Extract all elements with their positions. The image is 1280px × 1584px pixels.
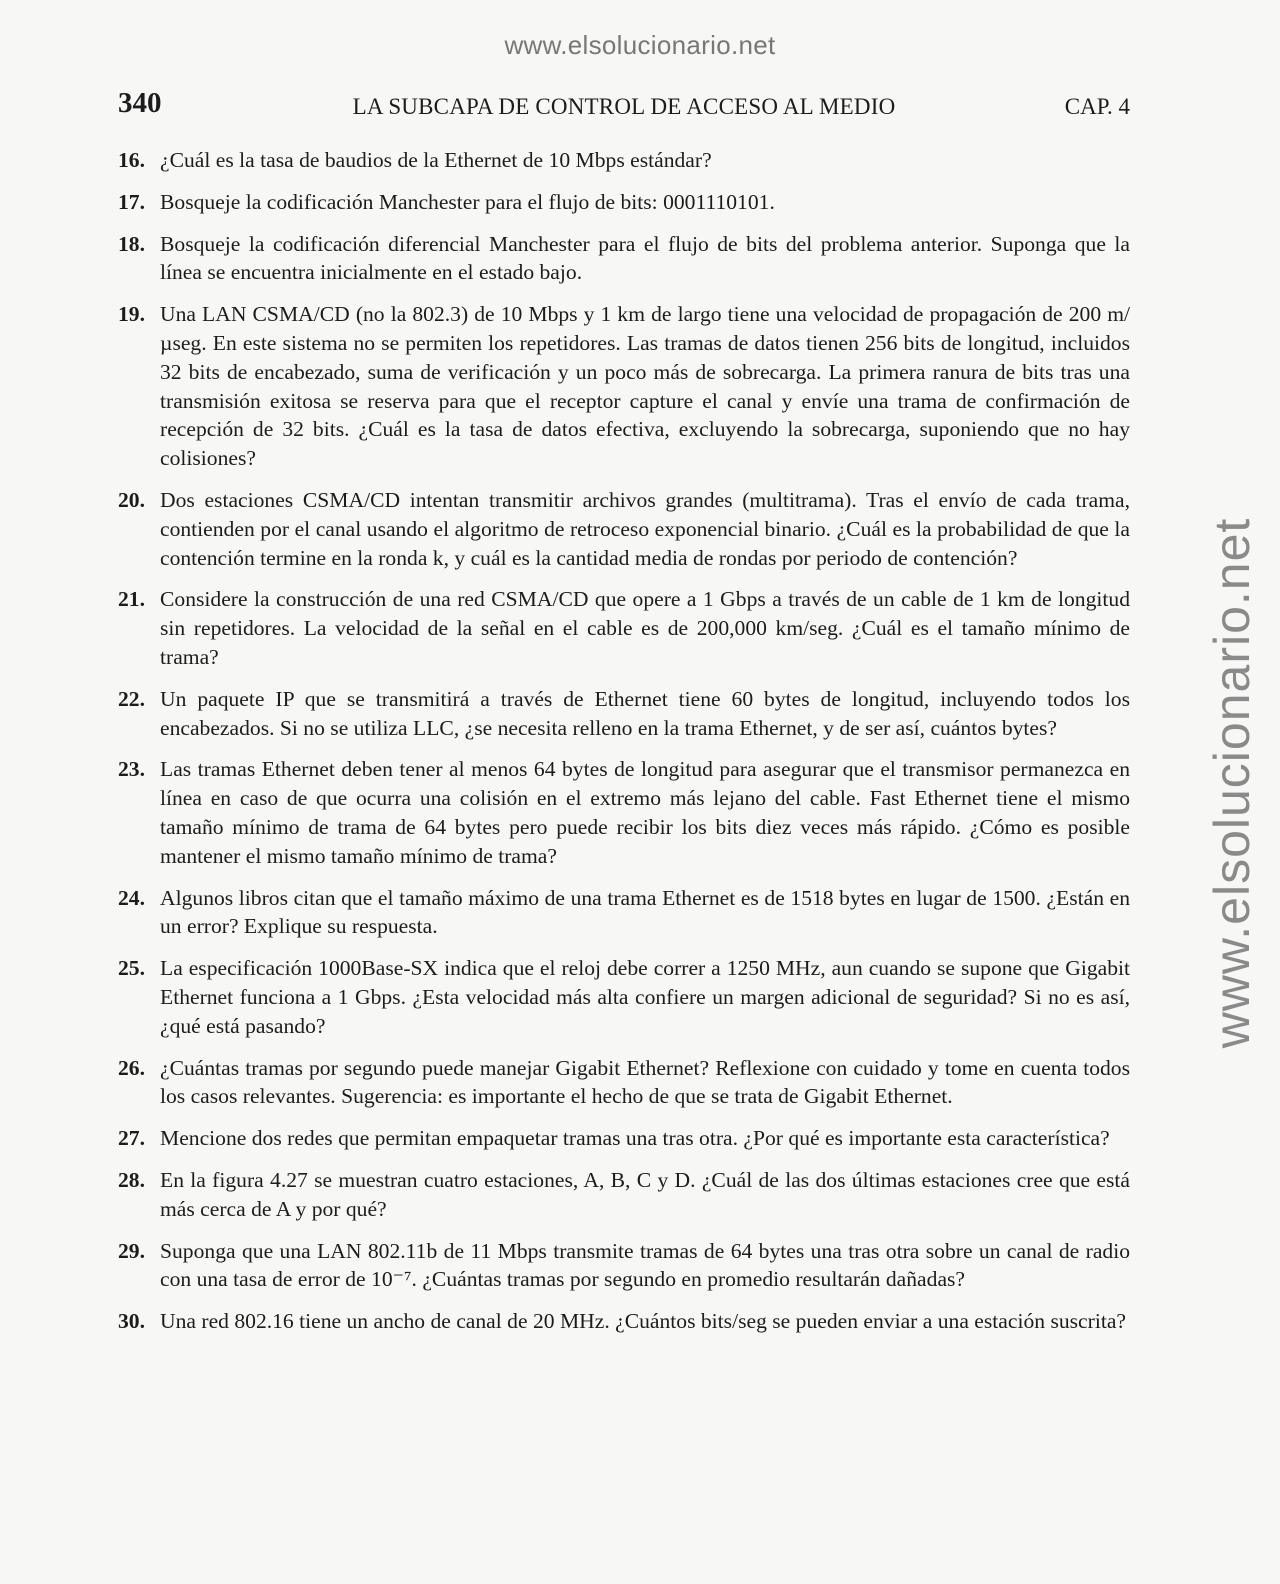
problem-29 bbox=[118, 1237, 1130, 1295]
problem-text: Dos estaciones CSMA/CD intentan transmitir archivos grandes (multitrama). Tras el envío de cada trama, contienden por el canal usando el algoritmo de retroceso exponencial binario. ¿Cuál es la probabilidad de que la contención termine en la ronda k, y cuál es la cantidad media de rondas por periodo de contención? bbox=[160, 487, 1130, 570]
watermark-top: www.elsolucionario.net bbox=[504, 30, 776, 60]
problem-24 bbox=[118, 884, 1130, 942]
problem-20 bbox=[118, 486, 1130, 572]
problem-30 bbox=[118, 1307, 1130, 1336]
problem-text: Bosqueje la codificación diferencial Manchester para el flujo de bits del problema anterior. Suponga que la línea se encuentra inicialmente en el estado bajo. bbox=[160, 231, 1130, 285]
page-header bbox=[118, 87, 1130, 127]
problem-22 bbox=[118, 685, 1130, 743]
problem-18 bbox=[118, 230, 1130, 288]
problem-number: 18. bbox=[118, 231, 145, 256]
problem-text: ¿Cuál es la tasa de baudios de la Ethernet de 10 Mbps estándar? bbox=[160, 148, 712, 172]
problem-number: 30. bbox=[118, 1309, 145, 1334]
chapter-title: LA SUBCAPA DE CONTROL DE ACCESO AL MEDIO bbox=[352, 94, 896, 119]
problem-list bbox=[118, 146, 1130, 1349]
problem-number: 29. bbox=[118, 1238, 145, 1263]
problem-text: Una red 802.16 tiene un ancho de canal de 20 MHz. ¿Cuántos bits/seg se pueden enviar a una estación suscrita? bbox=[160, 1309, 1127, 1334]
problem-19 bbox=[118, 300, 1130, 473]
problem-number: 26. bbox=[118, 1055, 145, 1080]
problem-text: Mencione dos redes que permitan empaquetar tramas una tras otra. ¿Por qué es importante esta característica? bbox=[160, 1126, 1110, 1151]
problem-number: 23. bbox=[118, 757, 145, 782]
problem-text: La especificación 1000Base-SX indica que el reloj debe correr a 1250 MHz, aun cuando se supone que Gigabit Ethernet funciona a 1 Gbps. ¿Esta velocidad más alta confiere un margen adicional de seguridad? Si no es así, ¿qué está pasando? bbox=[160, 956, 1130, 1038]
problem-text: ¿Cuántas tramas por segundo puede manejar Gigabit Ethernet? Reflexione con cuidado y tome en cuenta todos los casos relevantes. Sugerencia: es importante el hecho de que se trata de Gigabit Ethernet. bbox=[160, 1055, 1130, 1109]
page-number: 340 bbox=[118, 87, 162, 119]
problem-number: 27. bbox=[118, 1126, 145, 1151]
problem-17 bbox=[118, 188, 1130, 217]
problem-21 bbox=[118, 585, 1130, 671]
problem-25 bbox=[118, 954, 1130, 1040]
problem-16 bbox=[118, 146, 1130, 175]
problem-28 bbox=[118, 1166, 1130, 1224]
problem-26 bbox=[118, 1054, 1130, 1112]
problem-23 bbox=[118, 755, 1130, 870]
problem-number: 25. bbox=[118, 956, 145, 981]
problem-text: Considere la construcción de una red CSMA/CD que opere a 1 Gbps a través de un cable de 1 km de longitud sin repetidores. La velocidad de la señal en el cable es de 200,000 km/seg. ¿Cuál es el tamaño mínimo de trama? bbox=[160, 587, 1130, 669]
problem-number: 28. bbox=[118, 1167, 145, 1192]
problem-text: Algunos libros citan que el tamaño máximo de una trama Ethernet es de 1518 bytes en lugar de 1500. ¿Están en un error? Explique su respuesta. bbox=[160, 885, 1130, 939]
problem-number: 20. bbox=[118, 487, 145, 512]
problem-number: 19. bbox=[118, 302, 145, 327]
problem-27 bbox=[118, 1124, 1130, 1153]
problem-text: Una LAN CSMA/CD (no la 802.3) de 10 Mbps y 1 km de largo tiene una velocidad de propagación de 200 m/µseg. En este sistema no se permiten los repetidores. Las tramas de datos tienen 256 bits de longitud, incluidos 32 bits de encabezado, suma de verificación y un poco más de sobrecarga. La primera ranura de bits tras una transmisión exitosa se reserva para que el receptor capture el canal y envíe una trama de confirmación de recepción de 32 bits. ¿Cuál es la tasa de datos efectiva, excluyendo la sobrecarga, suponiendo que no hay colisiones? bbox=[160, 302, 1130, 471]
problem-text: Un paquete IP que se transmitirá a través de Ethernet tiene 60 bytes de longitud, incluyendo todos los encabezados. Si no se utiliza LLC, ¿se necesita relleno en la trama Ethernet, y de ser así, cuántos bytes? bbox=[160, 686, 1130, 740]
problem-text: En la figura 4.27 se muestran cuatro estaciones, A, B, C y D. ¿Cuál de las dos últimas estaciones cree que está más cerca de A y por qué? bbox=[160, 1167, 1130, 1221]
chapter-label: CAP. 4 bbox=[1064, 94, 1130, 119]
problem-number: 24. bbox=[118, 885, 145, 910]
problem-number: 21. bbox=[118, 587, 145, 612]
problem-text: Suponga que una LAN 802.11b de 11 Mbps transmite tramas de 64 bytes una tras otra sobre un canal de radio con una tasa de error de 10⁻⁷. ¿Cuántas tramas por segundo en promedio resultarán dañadas? bbox=[160, 1238, 1130, 1292]
problem-text: Las tramas Ethernet deben tener al menos 64 bytes de longitud para asegurar que el transmisor permanezca en línea en caso de que ocurra una colisión en el extremo más lejano del cable. Fast Ethernet tiene el mismo tamaño mínimo de trama de 64 bytes pero puede recibir los bits diez veces más rápido. ¿Cómo es posible mantener el mismo tamaño mínimo de trama? bbox=[160, 757, 1130, 868]
watermark-side: www.elsolucionario.net bbox=[1204, 517, 1260, 1049]
problem-text: Bosqueje la codificación Manchester para el flujo de bits: 0001110101. bbox=[160, 189, 775, 214]
problem-number: 16. bbox=[118, 148, 145, 172]
problem-number: 22. bbox=[118, 686, 145, 711]
problem-number: 17. bbox=[118, 189, 145, 214]
